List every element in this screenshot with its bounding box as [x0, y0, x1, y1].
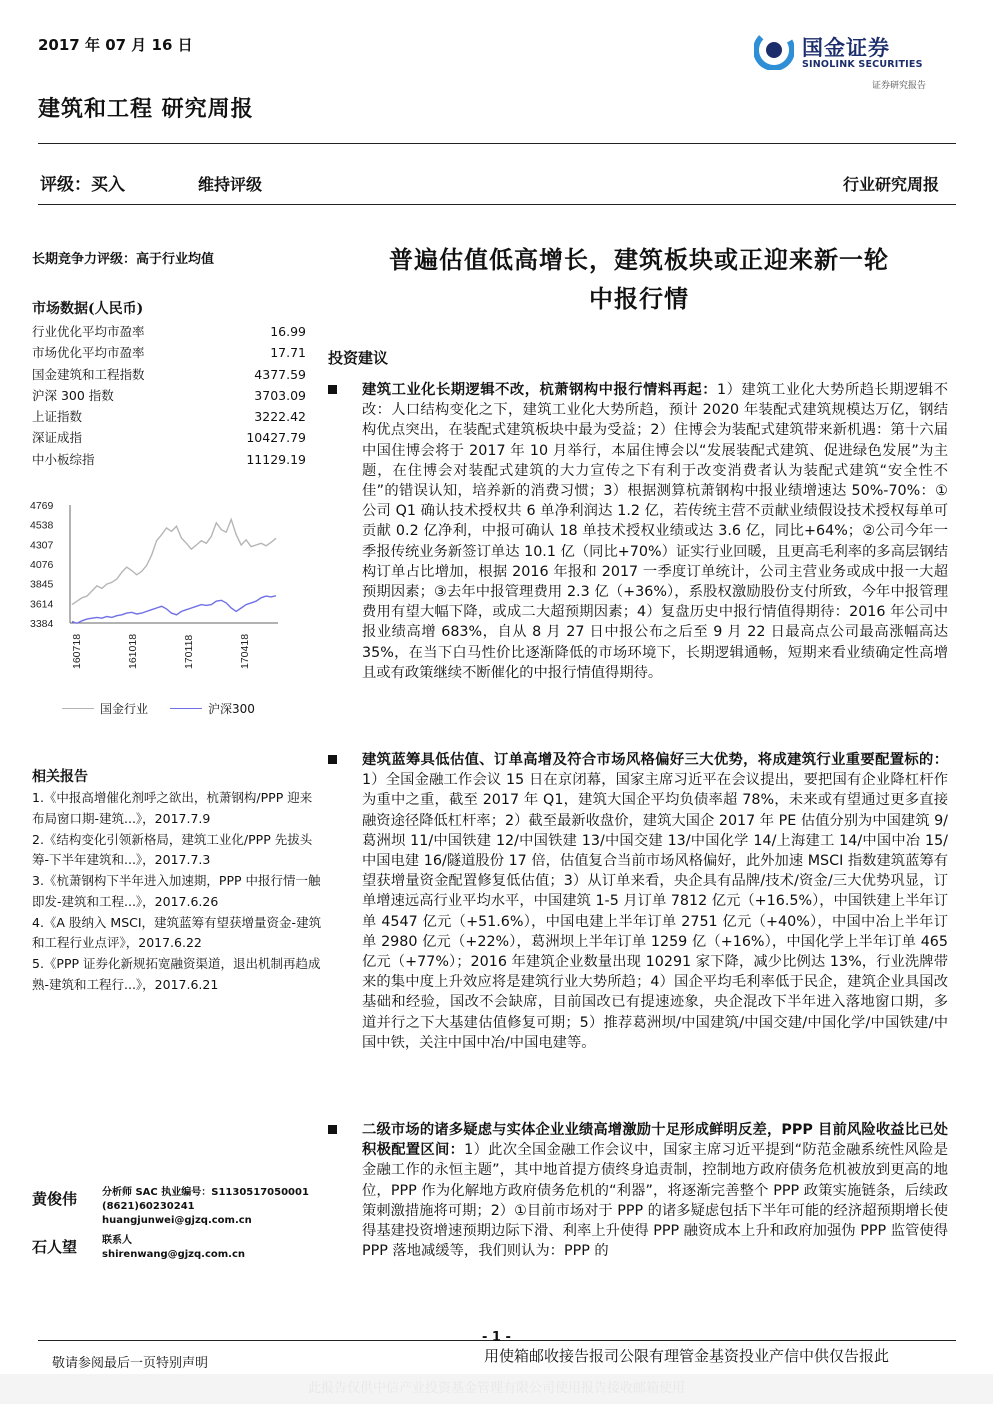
advice-section	[328, 750, 948, 1053]
y-tick-label: 4076	[30, 559, 54, 572]
series-title: 建筑和工程 研究周报	[38, 96, 254, 122]
rating-divider	[38, 204, 956, 205]
x-tick-label: 170118	[183, 634, 195, 669]
series-line	[72, 596, 276, 624]
analyst-cert: 分析师 SAC 执业编号：S1130517050001	[102, 1187, 309, 1198]
analyst-email[interactable]: shirenwang@gjzq.com.cn	[102, 1249, 246, 1260]
competitiveness-rating: 长期竞争力评级：高于行业均值	[32, 252, 215, 267]
x-tick-label: 160718	[71, 633, 83, 669]
market-value: 3222.42	[254, 409, 306, 425]
related-report-item[interactable]: 5.《PPP 证券化新规拓宽融资渠道，退出机制再趋成熟-建筑和工程行...》，2017.6.21	[32, 956, 321, 992]
advice-paragraph	[362, 380, 948, 683]
market-value: 17.71	[270, 345, 306, 361]
report-date: 2017 年 07 月 16 日	[38, 36, 193, 54]
market-label: 上证指数	[32, 409, 83, 425]
market-data-title: 市场数据(人民币)	[32, 301, 144, 317]
market-label: 中小板综指	[32, 451, 95, 467]
market-row	[32, 321, 306, 342]
series-line	[72, 519, 276, 604]
rating-action: 维持评级	[198, 175, 263, 194]
related-reports-title: 相关报告	[32, 769, 88, 785]
bullet-icon	[328, 755, 337, 764]
index-chart	[28, 495, 288, 680]
y-tick-label: 4769	[30, 500, 54, 512]
analyst-phone: (8621)60230241	[102, 1201, 195, 1212]
advice-body: 1）全国金融工作会议 15 日在京闭幕，国家主席习近平在会议提出，要把国有企业降杠杆作为重中之重，截至 2017 年 Q1，建筑大国企平均负债率超 78%，未来或有望通过更多直接融资途径降低杠杆率；2）截至最新收盘价，建筑大国企 2017 年 PE 估值分别为中国建筑 9/葛洲坝 11/中国铁建 12/中国铁建 13/中国交建 13/中国化学 14/上海建工 14/中国中冶 15/中国电建 16/隧道股份 17 倍，估值复合当前市场风格偏好，此外加速 MSCI 指数建筑蓝筹有望获增量资金配置修复低估值；3）从订单来看，央企具有品牌/技术/资金/三大优势巩显，订单增速远高行业平均水平，中国建筑 1-5 月订单 7812 亿元（+16.5%），中国铁建上半年订单 4547 亿元（+51.6%），中国电建上半年订单 2751 亿元（+40%），中国中冶上半年订单 2980 亿元（+22%），葛洲坝上半年订单 1259 亿（+16%），中国化学上半年订单 465 亿元（+77%）；2016 年建筑企业数量出现 10291 家下降，减少比例达 13%，行业洗牌带来的集中度上升效应将是建筑行业大势所趋；4）国企平均毛利率低于民企，建筑企业具国改基础和经验，国改不会缺席，目前国改已有提速迹象，央企混改下半年进入落地窗口期，多道并行之下大基建估值修复可期；5）推荐葛洲坝/中国建筑/中国交建/中国化学/中国铁建/中国中铁，关注中国中冶/中国电建等。	[362, 772, 948, 1051]
logo-name-en: SINOLINK SECURITIES	[802, 59, 923, 70]
x-tick-label: 170418	[239, 633, 251, 669]
market-row	[32, 385, 306, 406]
report-title	[322, 240, 956, 318]
logo-mark-icon	[754, 30, 794, 70]
advice-body: 1）建筑工业化大势所趋长期逻辑不改：人口结构变化之下，建筑工业化大势所趋，预计 2020 年装配式建筑规模达万亿，钢结构优点突出，在装配式建筑板块中最为受益；2）住博会为装配式建筑带来新机遇：第十六届中国住博会将于 2017 年 10 月举行，本届住博会以“发展装配式建筑、促进绿色发展”为主题，在住博会对装配式建筑的大力宣传之下有利于改变消费者认为装配式建筑“安全性不佳”的错误认知，培养新的消费习惯；3）根据测算杭萧钢构中报业绩增速达 50%-70%：①公司 Q1 确认技术授权共 6 单净利润达 1.2 亿，若传统主营不贡献业绩假设技术授权每单可贡献 0.2 亿净利，中报可确认 18 单技术授权业绩或达 3.6 亿，同比+64%；②公司今年一季报传统业务新签订单达 10.1 亿（同比+70%）证实行业回暖，且更高毛利率的多高层钢结构订单占比增加，根据 2016 年报和 2017 一季度订单统计，公司主营业务或成中报一大超预期因素；③去年中报管理费用 2.3 亿（+36%），系股权激励股份支付所致，今年中报管理费用有望大幅下降，或成二大超预期因素；4）复盘历史中报行情值得期待：2016 年公司中报业绩高增 683%，自从 8 月 27 日中报公布之后至 9 月 22 日最高点公司最高涨幅高达 35%，在当下白马性价比逐渐降低的市场环境下，长期逻辑通畅，短期来看业绩确定性高增且或有政策继续不断催化的中报行情值得期待。	[362, 382, 948, 681]
rating: 评级：买入	[40, 175, 125, 195]
market-row	[32, 449, 306, 470]
y-tick-label: 4538	[30, 519, 54, 532]
market-value: 3703.09	[254, 387, 306, 403]
advice-lead: 建筑蓝筹具低估值、订单高增及符合市场风格偏好三大优势，将成建筑行业重要配置标的：	[362, 752, 948, 768]
related-report-item[interactable]: 3.《杭萧钢构下半年进入加速期，PPP 中报行情一触即发-建筑和工程...》，2017.6.26	[32, 873, 321, 909]
market-value: 4377.59	[254, 366, 306, 382]
y-tick-label: 3384	[30, 618, 54, 630]
disclaimer-note: 敬请参阅最后一页特别声明	[52, 1356, 209, 1371]
related-reports-list	[32, 788, 322, 996]
market-label: 市场优化平均市盈率	[32, 345, 145, 361]
market-row	[32, 342, 306, 363]
logo-subtitle: 证券研究报告	[872, 81, 927, 91]
watermark: 此报告仅供中信产业投资基金管理有限公司使用报告接收邮箱使用	[0, 1374, 993, 1404]
legend-label-industry: 国金行业	[100, 702, 149, 716]
x-tick-label: 161018	[127, 633, 139, 669]
report-type: 行业研究周报	[842, 175, 939, 194]
report-title-line1: 普遍估值低高增长，建筑板块或正迎来新一轮	[389, 245, 889, 274]
analyst-entry	[32, 1234, 322, 1262]
legend-swatch-hs300	[170, 708, 202, 709]
report-title-line2: 中报行情	[589, 284, 689, 313]
analyst-name: 黄俊伟	[32, 1190, 78, 1208]
market-row	[32, 427, 306, 448]
chart-legend	[62, 700, 255, 717]
y-tick-label: 3614	[30, 598, 54, 611]
market-value: 11129.19	[246, 451, 306, 467]
market-label: 国金建筑和工程指数	[32, 366, 145, 382]
advice-section	[328, 380, 948, 683]
analyst-block	[32, 1186, 322, 1268]
advice-lead: 建筑工业化长期逻辑不改，杭萧钢构中报行情料再起：	[362, 382, 718, 398]
market-row	[32, 406, 306, 427]
bullet-icon	[328, 385, 337, 394]
market-data-list	[32, 321, 306, 470]
advice-body: 1）此次全国金融工作会议中，国家主席习近平提到“防范金融系统性风险是金融工作的永恒主题”，其中地首提方债终身追责制，控制地方政府债务危机被放到更高的地位，PPP 作为化解地方政府债务危机的“利器”，将逐渐完善整个 PPP 政策实施链条，后续政策刺激措施将可期；2）①目前市场对于 PPP 的诸多疑虑包括下半年可能的经济超预期增长使得基建投资增速预期边际下滑、利率上升使得 PPP 融资成本上升和政府加强伪 PPP 监管使得 PPP 落地减缓等，我们则认为：PPP 的	[362, 1142, 949, 1260]
related-report-item[interactable]: 1.《中报高增催化剂呼之欲出，杭萧钢构/PPP 迎来布局窗口期-建筑...》，2017.7.9	[32, 790, 313, 826]
advice-section	[328, 1120, 948, 1261]
related-report-item[interactable]: 4.《A 股纳入 MSCI，建筑蓝筹有望获增量资金-建筑和工程行业点评》，2017.6.22	[32, 914, 322, 950]
footer-right-text: 用使箱邮收接告报司公限有理管金基资投业产信中供仅告报此	[484, 1347, 890, 1365]
market-label: 深证成指	[32, 430, 83, 446]
page-number: - 1 -	[482, 1330, 511, 1345]
advice-paragraph	[362, 750, 948, 1053]
analyst-name: 石人望	[32, 1238, 78, 1256]
sinolink-logo	[754, 28, 954, 98]
market-label: 行业优化平均市盈率	[32, 324, 145, 339]
investment-advice-heading: 投资建议	[328, 349, 389, 367]
y-tick-label: 4307	[30, 539, 54, 552]
logo-name-cn: 国金证券	[802, 36, 890, 60]
analyst-role: 联系人	[102, 1235, 132, 1246]
analyst-entry	[32, 1186, 322, 1228]
advice-paragraph	[362, 1120, 948, 1261]
market-value: 16.99	[270, 324, 306, 339]
market-row	[32, 364, 306, 385]
header-divider	[38, 143, 956, 144]
market-label: 沪深 300 指数	[32, 387, 114, 403]
advice-lead: 二级市场的诸多疑虑与实体企业业绩高增激励十足形成鲜明反差，PPP 目前风险收益比已处积极配置区间：	[362, 1122, 948, 1159]
market-value: 10427.79	[246, 430, 306, 446]
related-report-item[interactable]: 2.《结构变化引领新格局，建筑工业化/PPP 先拔头筹-下半年建筑和...》，2017.7.3	[32, 831, 313, 867]
legend-swatch-industry	[62, 708, 94, 709]
legend-label-hs300: 沪深300	[208, 702, 255, 716]
y-tick-label: 3845	[30, 578, 54, 591]
analyst-email[interactable]: huangjunwei@gjzq.com.cn	[102, 1215, 252, 1226]
bullet-icon	[328, 1125, 337, 1134]
